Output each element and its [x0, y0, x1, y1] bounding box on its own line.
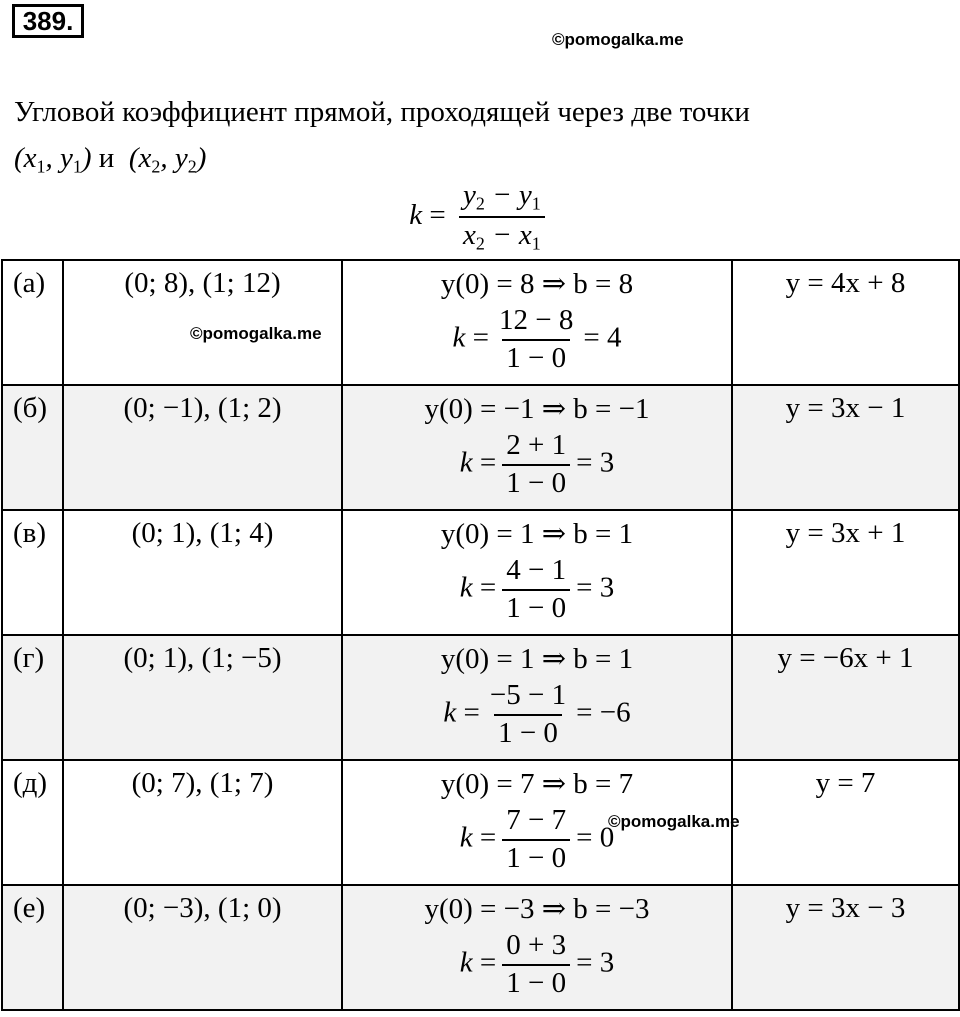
row-label: (г)	[2, 635, 63, 760]
watermark-top: ©pomogalka.me	[552, 30, 684, 49]
row-label: (б)	[2, 385, 63, 510]
row-calculation	[342, 885, 732, 1010]
watermark-mid: ©pomogalka.me	[190, 324, 322, 343]
slope-fraction	[486, 680, 570, 750]
row-slope: k = $\frac{12 - 8}{1 - 0}$ = 4	[452, 304, 622, 374]
watermark-bottom: ©pomogalka.me	[608, 812, 740, 831]
slope-numerator: 0 + 3	[506, 929, 567, 961]
row-label: (е)	[2, 885, 63, 1010]
slope-value: = 3	[576, 571, 615, 604]
slope-numerator: 2 + 1	[506, 429, 567, 461]
row-y0: y(0) = 1 ⇒ b = 1	[440, 518, 634, 550]
slope-denominator: 1 − 0	[502, 464, 570, 500]
slope-value: = −6	[576, 696, 631, 729]
row-result: y = 3x − 1	[732, 385, 959, 510]
slope-fraction	[502, 930, 570, 1000]
table-row	[2, 760, 959, 885]
row-y0: y(0) = 8 ⇒ b = 8	[440, 268, 634, 300]
row-label: (в)	[2, 510, 63, 635]
slope-numerator: 7 − 7	[506, 804, 567, 836]
slope-value: = 3	[576, 946, 615, 979]
row-y0: y(0) = 7 ⇒ b = 7	[440, 768, 634, 800]
slope-fraction	[495, 305, 577, 375]
row-y0: y(0) = 1 ⇒ b = 1	[440, 643, 634, 675]
slope-fraction	[502, 805, 570, 875]
row-y0: y(0) = −1 ⇒ b = −1	[424, 393, 650, 425]
row-points: (0; 7), (1; 7)	[63, 760, 342, 885]
slope-denominator: 1 − 0	[502, 839, 570, 875]
row-result: y = 3x + 1	[732, 510, 959, 635]
row-calculation	[342, 635, 732, 760]
row-result: y = 4x + 8	[732, 260, 959, 385]
row-label: (д)	[2, 760, 63, 885]
problem-number: 389.	[12, 4, 84, 38]
slope-denominator: 1 − 0	[502, 589, 570, 625]
slope-fraction	[502, 555, 570, 625]
row-points: (0; 1), (1; 4)	[63, 510, 342, 635]
slope-formula: k = $\frac{y_2 - y_1}{x_2 - x_1}$	[0, 180, 960, 254]
intro-points-line: ($x_1$, $y_1$) и ($x_2$, $y_2$)	[14, 142, 207, 177]
row-slope: k = $\frac{0 + 3}{1 - 0}$ = 3	[459, 929, 615, 999]
row-slope: k = $\frac{2 + 1}{1 - 0}$ = 3	[459, 429, 615, 499]
slope-denominator: 1 − 0	[494, 714, 562, 750]
slope-denominator: 1 − 0	[502, 964, 570, 1000]
row-slope: k = $\frac{7 - 7}{1 - 0}$ = 0	[459, 804, 615, 874]
row-slope: k = $\frac{4 - 1}{1 - 0}$ = 3	[459, 554, 615, 624]
row-y0: y(0) = −3 ⇒ b = −3	[424, 893, 650, 925]
solution-table	[1, 259, 960, 1011]
table-row	[2, 510, 959, 635]
row-calculation	[342, 385, 732, 510]
slope-numerator: 12 − 8	[499, 304, 574, 336]
row-result: y = 7	[732, 760, 959, 885]
row-slope: k = $\frac{-5 - 1}{1 - 0}$ = −6	[443, 679, 631, 749]
row-label: (а)	[2, 260, 63, 385]
intro-text: Угловой коэффициент прямой, проходящей через две точки	[14, 96, 750, 128]
row-points: (0; −1), (1; 2)	[63, 385, 342, 510]
table-row	[2, 885, 959, 1010]
table-row	[2, 635, 959, 760]
slope-value: = 0	[576, 821, 615, 854]
slope-numerator: −5 − 1	[489, 679, 567, 711]
table-row	[2, 385, 959, 510]
row-result: y = 3x − 3	[732, 885, 959, 1010]
row-points: (0; 8), (1; 12)	[63, 260, 342, 385]
slope-value: = 3	[576, 446, 615, 479]
row-points: (0; 1), (1; −5)	[63, 635, 342, 760]
table-row	[2, 260, 959, 385]
row-calculation	[342, 260, 732, 385]
slope-fraction	[502, 430, 570, 500]
slope-numerator: 4 − 1	[506, 554, 567, 586]
row-result: y = −6x + 1	[732, 635, 959, 760]
slope-denominator: 1 − 0	[502, 339, 570, 375]
row-points: (0; −3), (1; 0)	[63, 885, 342, 1010]
slope-value: = 4	[583, 321, 622, 354]
row-calculation	[342, 510, 732, 635]
